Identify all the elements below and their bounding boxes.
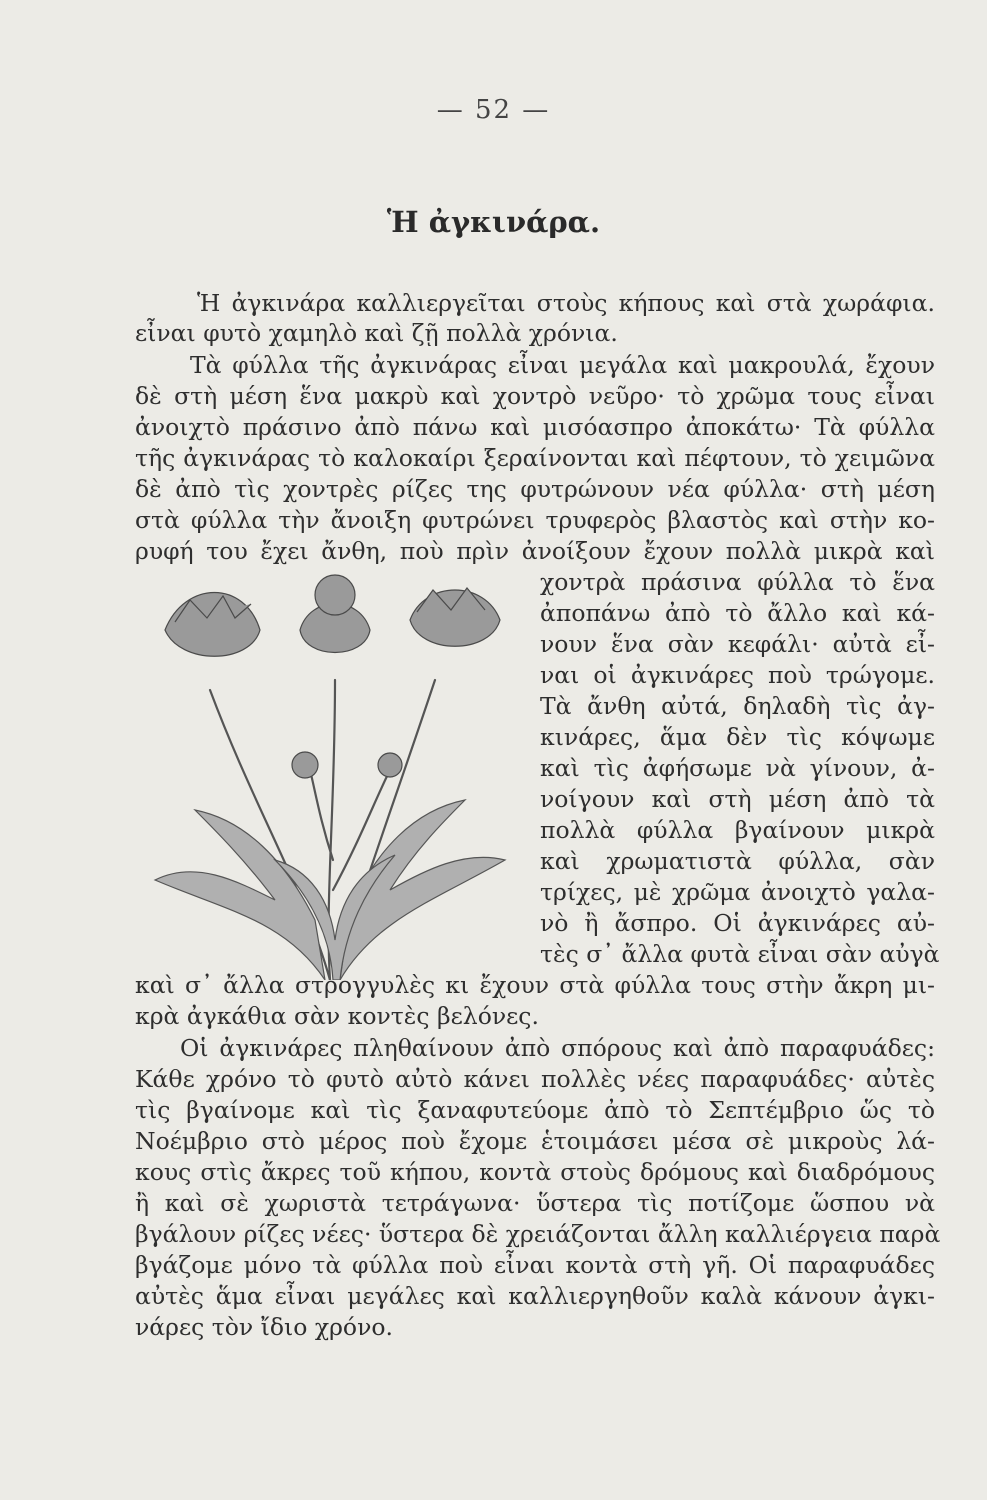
text-line: κινάρες, ἅμα δὲν τὶς κόψωμε bbox=[540, 723, 935, 751]
text-line: τρίχες, μὲ χρῶμα ἀνοιχτὸ γαλα- bbox=[540, 878, 935, 906]
text-line: νοίγουν καὶ στὴ μέση ἀπὸ τὰ bbox=[540, 785, 935, 813]
text-line: ἢ καὶ σὲ χωριστὰ τετράγωνα· ὕστερα τὶς ποτίζομε ὥσπου νὰ bbox=[135, 1189, 935, 1217]
section-title: Ἡ ἀγκινάρα. bbox=[386, 205, 601, 239]
text-line: τὶς βγαίνομε καὶ τὶς ξαναφυτεύομε ἀπὸ τὸ Σεπτέμβριο ὥς τὸ bbox=[135, 1096, 935, 1124]
page-number: — 52 — bbox=[436, 95, 551, 125]
text-line: χοντρὰ πράσινα φύλλα τὸ ἕνα bbox=[540, 568, 935, 596]
text-line: αὐτὲς ἅμα εἶναι μεγάλες καὶ καλλιεργηθοῦν καλὰ κάνουν ἀγκι- bbox=[135, 1282, 935, 1310]
text-line: νὸ ἢ ἄσπρο. Οἱ ἀγκινάρες αὐ- bbox=[540, 909, 935, 937]
text-line: καὶ τὶς ἀφήσωμε νὰ γίνουν, ἀ- bbox=[540, 754, 935, 782]
text-line: κρὰ ἀγκάθια σὰν κοντὲς βελόνες. bbox=[135, 1002, 539, 1030]
text-line: ρυφή του ἔχει ἄνθη, ποὺ πρὶν ἀνοίξουν ἔχουν πολλὰ μικρὰ καὶ bbox=[135, 537, 935, 565]
text-line: δὲ στὴ μέση ἕνα μακρὺ καὶ χοντρὸ νεῦρο· τὸ χρῶμα τους εἶναι bbox=[135, 382, 935, 410]
text-line: εἶναι φυτὸ χαμηλὸ καὶ ζῇ πολλὰ χρόνια. bbox=[135, 319, 618, 347]
text-line: ἀποπάνω ἀπὸ τὸ ἄλλο καὶ κά- bbox=[540, 599, 935, 627]
text-line: Τὰ φύλλα τῆς ἀγκινάρας εἶναι μεγάλα καὶ μακρουλά, ἔχουν bbox=[190, 351, 935, 379]
artichoke-plant-icon bbox=[135, 560, 535, 980]
text-line: νουν ἕνα σὰν κεφάλι· αὐτὰ εἶ- bbox=[540, 630, 935, 658]
text-line: τῆς ἀγκινάρας τὸ καλοκαίρι ξεραίνονται καὶ πέφτουν, τὸ χειμῶνα bbox=[135, 444, 935, 472]
text-line: κους στὶς ἄκρες τοῦ κήπου, κοντὰ στοὺς δρόμους καὶ διαδρόμους bbox=[135, 1158, 935, 1186]
text-line: τὲς σ᾽ ἄλλα φυτὰ εἶναι σὰν αὐγὰ bbox=[540, 940, 940, 968]
text-line: Τὰ ἄνθη αὐτά, δηλαδὴ τὶς ἀγ- bbox=[540, 692, 935, 720]
text-line: βγάζομε μόνο τὰ φύλλα ποὺ εἶναι κοντὰ στὴ γῆ. Οἱ παραφυάδες bbox=[135, 1251, 935, 1279]
text-line: ἀνοιχτὸ πράσινο ἀπὸ πάνω καὶ μισόασπρο ἀποκάτω· Τὰ φύλλα bbox=[135, 413, 935, 441]
text-line: Κάθε χρόνο τὸ φυτὸ αὐτὸ κάνει πολλὲς νέες παραφυάδες· αὐτὲς bbox=[135, 1065, 935, 1093]
text-line: Νοέμβριο στὸ μέρος ποὺ ἔχομε ἑτοιμάσει μέσα σὲ μικροὺς λά- bbox=[135, 1127, 935, 1155]
text-line: πολλὰ φύλλα βγαίνουν μικρὰ bbox=[540, 816, 935, 844]
text-line: καὶ χρωματιστὰ φύλλα, σὰν bbox=[540, 847, 935, 875]
text-line: νάρες τὸν ἴδιο χρόνο. bbox=[135, 1313, 393, 1341]
text-line: Ἡ ἀγκινάρα καλλιεργεῖται στοὺς κήπους καὶ στὰ χωράφια. bbox=[197, 289, 935, 317]
text-line: καὶ σ᾽ ἄλλα στρογγυλὲς κι ἔχουν στὰ φύλλα τους στὴν ἄκρη μι- bbox=[135, 971, 935, 999]
text-line: βγάλουν ρίζες νέες· ὕστερα δὲ χρειάζονται ἄλλη καλλιέργεια παρὰ bbox=[135, 1220, 941, 1248]
artichoke-illustration bbox=[135, 560, 535, 980]
text-line: ναι οἱ ἀγκινάρες ποὺ τρώγομε. bbox=[540, 661, 935, 689]
text-line: δὲ ἀπὸ τὶς χοντρὲς ρίζες της φυτρώνουν νέα φύλλα· στὴ μέση bbox=[135, 475, 935, 503]
text-line: στὰ φύλλα τὴν ἄνοιξη φυτρώνει τρυφερὸς βλαστὸς καὶ στὴν κο- bbox=[135, 506, 935, 534]
text-line: Οἱ ἀγκινάρες πληθαίνουν ἀπὸ σπόρους καὶ ἀπὸ παραφυάδες: bbox=[180, 1034, 935, 1062]
